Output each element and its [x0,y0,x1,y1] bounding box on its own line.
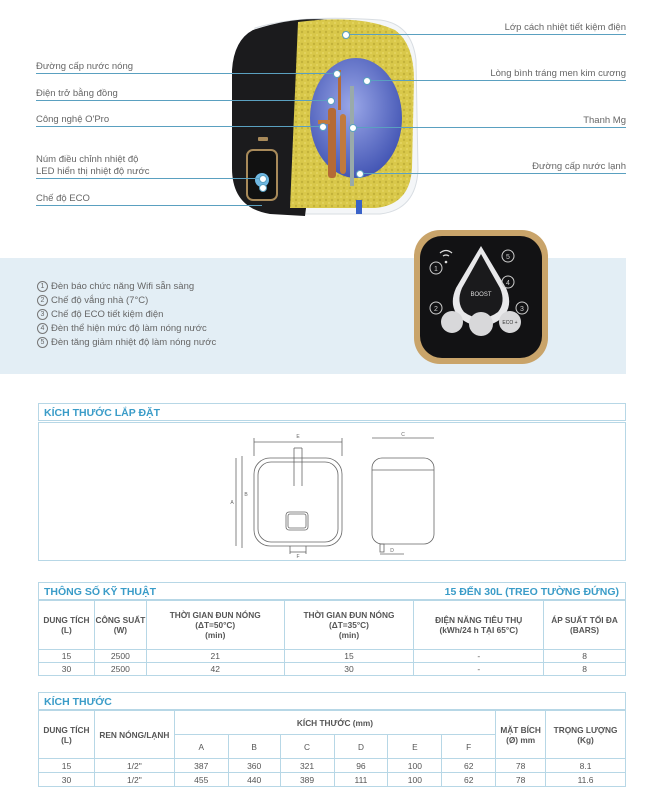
dims-col-weight [546,711,626,759]
heater-cutaway-illustration [0,0,664,258]
header-unit: (W) [113,625,128,635]
table-cell: 1/2" [94,759,174,773]
feature-item [37,308,216,322]
table-cell: 100 [388,773,442,787]
table-cell: 78 [496,773,546,787]
table-cell: 360 [228,759,280,773]
table-cell: 8 [544,663,626,676]
header-unit: (Ø) mm [506,734,536,745]
table-cell: 387 [174,759,228,773]
feature-item [37,294,216,308]
feature-item [37,336,216,350]
callout-copper-heater: Điện trở bằng đồng [36,88,118,99]
dims-section-title [38,692,626,710]
feature-number: 1 [37,281,48,292]
header-unit: (kWh/24 h TẠI 65°C) [439,625,518,635]
header-unit: (L) [61,734,72,745]
header-unit: (BARS) [570,625,600,635]
table-cell: 440 [228,773,280,787]
header-text: ÁP SUẤT TỐI ĐA [551,615,618,625]
callout-eco: Chế độ ECO [36,193,90,204]
feature-text: Chế độ ECO tiết kiệm điện [51,309,164,320]
callout-enamel-tank: Lòng bình tráng men kim cương [490,68,626,79]
panel-boost-label: BOOST [470,292,492,298]
table-cell: - [414,650,544,663]
callout-cold-water-line: Đường cấp nước lạnh [532,161,626,172]
header-text: DUNG TÍCH [43,724,90,735]
install-section-title [38,403,626,421]
table-cell: 15 [284,650,414,663]
feature-text: Chế độ vắng nhà (7°C) [51,295,149,306]
table-cell: 42 [146,663,284,676]
control-panel-closeup [410,226,552,368]
feature-number: 5 [37,337,48,348]
table-cell: 96 [334,759,388,773]
table-cell: 1/2" [94,773,174,787]
callout-led-display: LED hiển thị nhiệt độ nước [36,166,150,177]
table-cell: 78 [496,759,546,773]
table-cell: 30 [39,663,95,676]
header-unit: (L) [61,625,72,635]
dim-label-d: D [390,548,394,554]
dims-title-text: KÍCH THƯỚC [44,696,112,708]
specs-col-power [94,601,146,650]
specs-title-text: THÔNG SỐ KỸ THUẬT [44,586,156,598]
table-cell: 100 [388,759,442,773]
table-cell: 2500 [94,650,146,663]
specs-section-title [38,582,626,600]
callout-mg-rod: Thanh Mg [583,115,626,126]
panel-num-5: 5 [506,254,510,261]
feature-item [37,280,216,294]
feature-item [37,322,216,336]
feature-number: 4 [37,323,48,334]
table-cell: - [414,663,544,676]
table-cell: 15 [39,759,95,773]
specs-col-energy [414,601,544,650]
specs-header-row [39,601,626,650]
feature-number: 3 [37,309,48,320]
dim-label-b: B [244,492,248,498]
specs-subtitle-text: 15 ĐẾN 30L (TREO TƯỜNG ĐỨNG) [444,586,619,598]
specs-col-pressure [544,601,626,650]
table-cell: 11.6 [546,773,626,787]
dim-label-c: C [401,432,405,438]
table-cell: 62 [442,773,496,787]
header-unit: (min) [205,630,226,640]
table-cell: 389 [280,773,334,787]
dims-header-row [39,711,626,735]
header-text: DUNG TÍCH [43,615,90,625]
header-text: CÔNG SUẤT [95,615,146,625]
header-text: THỜI GIAN ĐUN NÓNG [169,610,261,620]
dims-col-capacity [39,711,95,759]
dim-label-f: F [296,554,300,558]
header-text: MẶT BÍCH [500,724,541,735]
header-cond: (ΔT=50°C) [195,620,236,630]
header-unit: (Kg) [577,734,594,745]
table-cell: 15 [39,650,95,663]
table-row [39,650,626,663]
feature-text: Đèn thể hiện mức độ làm nóng nước [51,323,207,334]
dims-col-d: D [334,735,388,759]
install-title-text: KÍCH THƯỚC LẮP ĐẶT [44,407,161,419]
table-cell: 111 [334,773,388,787]
install-diagram [222,426,452,558]
dims-col-b: B [228,735,280,759]
table-cell: 62 [442,759,496,773]
dims-col-c: C [280,735,334,759]
panel-num-3: 3 [520,306,524,313]
panel-num-2: 2 [434,306,438,313]
callout-insulation: Lớp cách nhiệt tiết kiệm điện [504,22,626,33]
dims-col-f: F [442,735,496,759]
header-text: ĐIỆN NĂNG TIÊU THỤ [435,615,523,625]
feature-text: Đèn tăng giảm nhiệt độ làm nóng nước [51,337,217,348]
table-row [39,773,626,787]
dims-col-flange [496,711,546,759]
table-cell: 30 [284,663,414,676]
table-row [39,759,626,773]
dims-table [38,710,626,787]
callout-temp-knob: Núm điều chỉnh nhiệt độ [36,154,139,165]
table-cell: 455 [174,773,228,787]
specs-col-capacity [39,601,95,650]
header-cond: (ΔT=35°C) [329,620,369,630]
dims-col-a: A [174,735,228,759]
panel-eco-label: ECO + [502,320,518,326]
specs-table [38,600,626,676]
feature-number: 2 [37,295,48,306]
specs-col-heat50 [146,601,284,650]
panel-num-4: 4 [506,280,510,287]
callout-opro: Công nghệ O'Pro [36,114,110,125]
dims-col-size: KÍCH THƯỚC (mm) [174,711,495,735]
dims-col-thread: REN NÓNG/LẠNH [94,711,174,759]
dims-col-e: E [388,735,442,759]
specs-col-heat35 [284,601,414,650]
table-cell: 321 [280,759,334,773]
table-cell: 2500 [94,663,146,676]
dim-label-a: A [230,500,234,506]
callout-hot-water-line: Đường cấp nước nóng [36,61,134,72]
table-cell: 30 [39,773,95,787]
panel-num-1: 1 [434,266,438,273]
table-cell: 8 [544,650,626,663]
header-unit: (min) [338,630,360,640]
table-cell: 8.1 [546,759,626,773]
feature-text: Đèn báo chức năng Wifi sẵn sàng [51,281,195,292]
table-row [39,663,626,676]
table-cell: 21 [146,650,284,663]
header-text: THỜI GIAN ĐUN NÓNG [303,610,395,620]
feature-list [37,280,216,350]
dim-label-e: E [296,434,300,440]
header-text: TRỌNG LƯỢNG [553,724,618,735]
